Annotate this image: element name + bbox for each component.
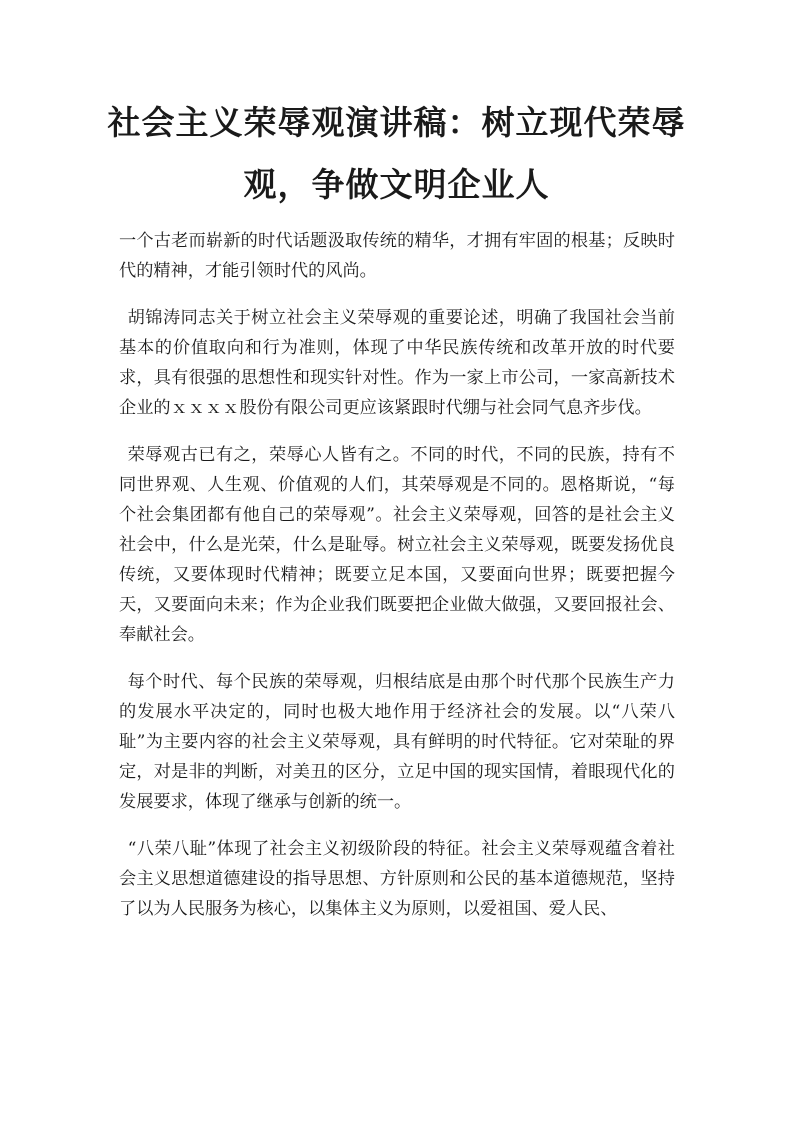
- paragraph-1: 一个古老而崭新的时代话题汲取传统的精华，才拥有牢固的根基；反映时代的精神，才能引领时代的风尚。: [119, 231, 675, 281]
- paragraph-3: 荣辱观古已有之，荣辱心人皆有之。不同的时代，不同的民族，持有不同世界观、人生观、价值观的人们，其荣辱观是不同的。恩格斯说，“每个社会集团都有他自己的荣辱观”。社会主义荣辱观，回答的是社会主义社会中，什么是光荣，什么是耻辱。树立社会主义荣辱观，既要发扬优良传统，又要体现时代精神；既要立足本国，又要面向世界；既要把握今天，又要面向未来；作为企业我们既要把企业做大做强，又要回报社会、奉献社会。: [119, 445, 675, 645]
- paragraph-2: 胡锦涛同志关于树立社会主义荣辱观的重要论述，明确了我国社会当前基本的价值取向和行为准则，体现了中华民族传统和改革开放的时代要求，具有很强的思想性和现实针对性。作为一家上市公司，一家高新技术企业的ｘｘｘｘ股份有限公司更应该紧跟时代绷与社会同气息齐步伐。: [119, 308, 675, 418]
- document-title: 社会主义荣辱观演讲稿：树立现代荣辱观，争做文明企业人: [107, 103, 686, 204]
- paragraph-4: 每个时代、每个民族的荣辱观，归根结底是由那个时代那个民族生产力的发展水平决定的，同时也极大地作用于经济社会的发展。以“八荣八耻”为主要内容的社会主义荣辱观，具有鲜明的时代特征。它对荣耻的界定，对是非的判断，对美丑的区分，立足中国的现实国情，着眼现代化的发展要求，体现了继承与创新的统一。: [119, 672, 675, 812]
- paragraph-5: “八荣八耻”体现了社会主义初级阶段的特征。社会主义荣辱观蕴含着社会主义思想道德建设的指导思想、方针原则和公民的基本道德规范，坚持了以为人民服务为核心，以集体主义为原则，以爱祖国、爱人民、: [119, 839, 675, 919]
- document-body: [119, 226, 675, 941]
